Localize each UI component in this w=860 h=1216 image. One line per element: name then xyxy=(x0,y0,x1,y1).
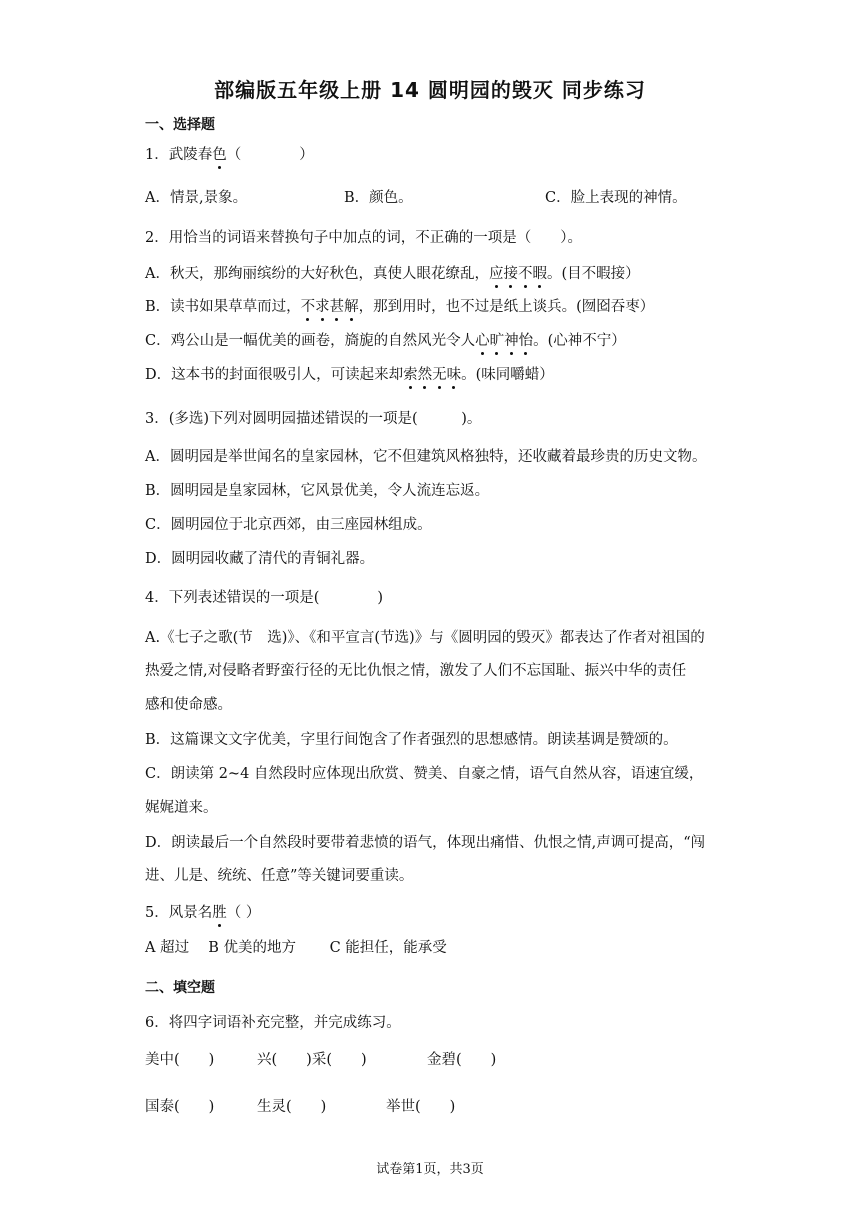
q1-option-c: C．脸上表现的神情。 xyxy=(545,190,687,206)
q2-c-dotted-char: 神 xyxy=(504,329,519,350)
q1-answer-blank: （ ） xyxy=(226,147,314,163)
section-heading-fill: 二、填空题 xyxy=(145,980,215,996)
question-4-stem: 4．下列表述错误的一项是( ) xyxy=(145,590,384,606)
q3-option-a: A．圆明园是举世闻名的皇家园林，它不但建筑风格独特，还收藏着最珍贵的历史文物。 xyxy=(145,449,707,465)
q2-b-dotted-char: 甚 xyxy=(330,295,345,316)
q2-d-text: D．这本书的封面很吸引人，可读起来却 xyxy=(145,367,404,383)
q2-a-dotted-char: 应 xyxy=(489,262,504,283)
q2-option-d xyxy=(145,363,554,384)
q1-option-b: B．颜色。 xyxy=(344,190,413,206)
q2-a-dotted-char: 暇 xyxy=(532,262,547,283)
q3-option-d: D．圆明园收藏了清代的青铜礼器。 xyxy=(145,551,375,567)
q4-option-c-line-2: 娓娓道来。 xyxy=(145,800,218,816)
q2-a-dotted-char: 接 xyxy=(503,262,518,283)
q2-b-replacement: ，那到用时，也不过是纸上谈兵。(囫囵吞枣） xyxy=(358,299,655,315)
q4-option-b: B．这篇课文文字优美，字里行间饱含了作者强烈的思想感情。朗读基调是赞颂的。 xyxy=(145,732,678,748)
q6-blank-1: 美中( ) xyxy=(145,1052,215,1068)
q6-blank-5: 生灵( ) xyxy=(257,1099,327,1115)
q6-blank-2: 兴( )采( ) xyxy=(257,1052,367,1068)
q2-b-dotted-char: 求 xyxy=(315,295,330,316)
q2-c-dotted-char: 心 xyxy=(475,329,490,350)
section-heading-choice: 一、选择题 xyxy=(145,117,215,133)
page-title: 部编版五年级上册 14 圆明园的毁灭 同步练习 xyxy=(214,78,646,102)
q4-option-a-line-2: 热爱之情,对侵略者野蛮行径的无比仇恨之情，激发了人们不忘国耻、振兴中华的责任 xyxy=(145,663,687,679)
q2-d-dotted-char: 味 xyxy=(447,363,462,384)
question-1-stem xyxy=(145,143,314,164)
q2-d-dotted-char: 然 xyxy=(418,363,433,384)
q2-c-text: C．鸡公山是一幅优美的画卷，旖旎的自然风光令人 xyxy=(145,333,476,349)
q2-c-dotted-char: 怡 xyxy=(519,329,534,350)
q2-d-dotted-char: 索 xyxy=(403,363,418,384)
q2-c-dotted-char: 旷 xyxy=(490,329,505,350)
q2-a-replacement: 。(目不暇接） xyxy=(546,266,640,282)
question-6-stem: 6．将四字词语补充完整，并完成练习。 xyxy=(145,1015,401,1031)
q2-a-text: A．秋天，那绚丽缤纷的大好秋色，真使人眼花缭乱， xyxy=(145,266,489,282)
q6-blank-4: 国泰( ) xyxy=(145,1099,215,1115)
q3-option-c: C．圆明园位于北京西郊，由三座园林组成。 xyxy=(145,517,432,533)
q2-d-dotted-char: 无 xyxy=(432,363,447,384)
question-3-stem: 3．(多选)下列对圆明园描述错误的一项是( )。 xyxy=(145,411,482,427)
q1-option-a: A．情景,景象。 xyxy=(145,190,248,206)
q2-b-dotted-char: 不 xyxy=(301,295,316,316)
q5-options: A 超过 B 优美的地方 C 能担任，能承受 xyxy=(145,940,447,956)
q5-stem-text: 5．风景名 xyxy=(145,905,213,921)
q2-b-text: B．读书如果草草而过， xyxy=(145,299,301,315)
page-footer: 试卷第1页，共3页 xyxy=(376,1162,484,1177)
q2-d-replacement: 。(味同嚼蜡） xyxy=(461,367,554,383)
q5-dotted-char: 胜 xyxy=(212,901,227,922)
q5-answer-blank: （ ） xyxy=(226,905,261,921)
q4-option-c-line-1: C．朗读第 2~4 自然段时应体现出欣赏、赞美、自豪之情，语气自然从容，语速宜缓， xyxy=(145,766,704,782)
question-5-stem xyxy=(145,901,260,922)
q2-option-b xyxy=(145,295,654,316)
q3-option-b: B．圆明园是皇家园林，它风景优美，令人流连忘返。 xyxy=(145,483,490,499)
q2-c-replacement: 。(心神不宁） xyxy=(533,333,626,349)
q4-option-d-line-2: 进、儿是、统统、任意”等关键词要重读。 xyxy=(145,868,414,884)
q6-blank-3: 金碧( ) xyxy=(427,1052,497,1068)
q1-dotted-char: 色 xyxy=(212,143,227,164)
q2-option-a xyxy=(145,262,640,283)
q1-stem-text: 1．武陵春 xyxy=(145,147,213,163)
q4-option-d-line-1: D．朗读最后一个自然段时要带着悲愤的语气，体现出痛惜、仇恨之情,声调可提高，“闯 xyxy=(145,835,706,851)
q2-b-dotted-char: 解 xyxy=(344,295,359,316)
q2-a-dotted-char: 不 xyxy=(518,262,533,283)
q2-option-c xyxy=(145,329,626,350)
q6-blank-6: 举世( ) xyxy=(386,1099,456,1115)
q4-option-a-line-3: 感和使命感。 xyxy=(145,697,232,713)
q4-option-a-line-1: A.《七子之歌(节 选)》、《和平宣言(节选)》与《圆明园的毁灭》都表达了作者对祖国的 xyxy=(145,630,705,646)
question-2-stem: 2．用恰当的词语来替换句子中加点的词，不正确的一项是（ ）。 xyxy=(145,230,582,246)
